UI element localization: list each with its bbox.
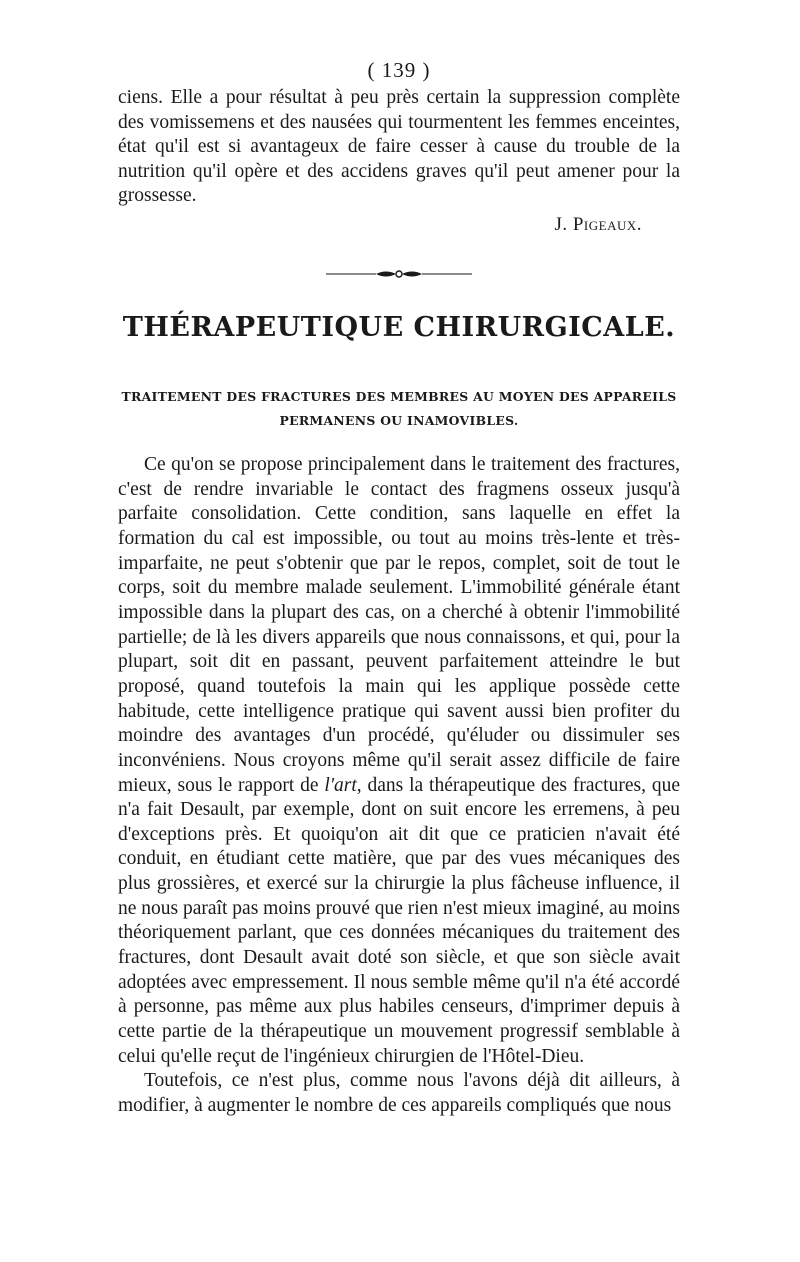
body-paragraph-2: Toutefois, ce n'est plus, comme nous l'avons déjà dit ailleurs, à modifier, à augmenter le nombre de ces appareils compliqués que nous	[118, 1070, 680, 1117]
paragraph-1-text-b: , dans la thérapeutique des fractures, que n'a fait Desault, par exemple, dont on suit encore les erremens, à peu d'exceptions près. Et quoiqu'on ait dit que ce praticien n'avait été conduit, en étudiant cette matière, que par des vues mécaniques des plus grossières, et exercé sur la chirurgie la plus fâcheuse influence, il ne nous paraît pas moins prouvé que rien n'est mieux imaginé, au moins théoriquement parlant, que ces données mécaniques du traitement des fractures, dont Desault avait doté son siècle, et que son siècle avait adoptées avec empressement. Il nous semble même qu'il n'a été accordé à personne, pas même aux plus habiles censeurs, d'imprimer depuis à cette partie de la thérapeutique un mouvement progressif semblable à celui qu'elle reçut de l'ingénieux chirurgien de l'Hôtel-Dieu.	[118, 774, 680, 1067]
body-paragraph-1	[118, 453, 680, 1069]
article-body	[118, 453, 680, 1119]
ornament-divider-icon	[324, 267, 474, 281]
page-content	[118, 56, 680, 1119]
paragraph-1-italic: l'art	[324, 774, 357, 796]
section-title: THÉRAPEUTIQUE CHIRURGICALE.	[122, 311, 676, 343]
article-title-line-2: PERMANENS OU INAMOVIBLES.	[279, 412, 519, 428]
paragraph-1-text-a: Ce qu'on se propose principalement dans le traitement des fractures, c'est de rendre invariable le contact des fragmens osseux jusqu'à parfaite consolidation. Cette condition, sans laquelle en effet la formation du cal est impossible, ou tout au moins très-lente et très-imparfaite, ne peut s'obtenir que par le repos, complet, soit de tout le corps, soit du membre malade seulement. L'immobilité générale étant impossible dans la plupart des cas, on a cherché à obtenir l'immobilité partielle; de là les divers appareils que nous connaissons, et qui, pour la plupart, soit dit en passant, peuvent parfaitement atteindre le but proposé, quand toutefois la main qui les applique possède cette habitude, cette intelligence pratique qui savent aussi bien profiter du moindre des avantages d'un procédé, qu'éluder ou dissimuler ses inconvéniens. Nous croyons même qu'il serait assez difficile de faire mieux, sous le rapport de	[118, 453, 680, 796]
author-signature: J. Pigeaux.	[554, 213, 642, 235]
article-title-line-1: TRAITEMENT DES FRACTURES DES MEMBRES AU MOYEN DES APPAREILS	[121, 388, 677, 404]
article-title	[118, 385, 680, 433]
page-number: ( 139 )	[367, 58, 431, 82]
intro-paragraph: ciens. Elle a pour résultat à peu près certain la suppression complète des vomissemens et des nausées qui tourmentent les femmes enceintes, état qu'il est si avantageux de faire cesser à cause du trouble de la nutrition qu'il opère et des accidens graves qu'il peut amener pour la grossesse.	[118, 87, 680, 207]
